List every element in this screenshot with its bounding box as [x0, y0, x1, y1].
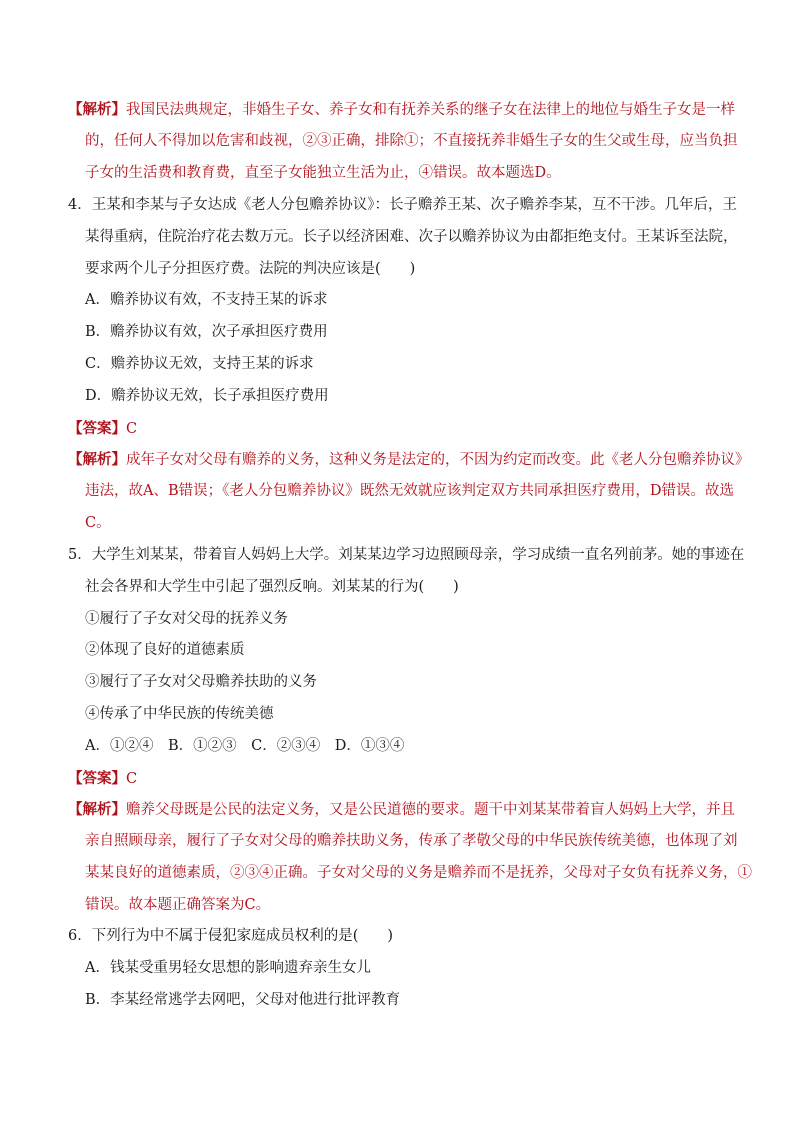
q5-statement-1: ①履行了子女对父母的抚养义务 [85, 610, 288, 627]
q5-analysis-line-2: 亲自照顾母亲，履行了子女对父母的赡养扶助义务，传承了孝敬父母的中华民族传统美德，也体现了刘 [85, 833, 738, 850]
q6-option-a: A．钱某受重男轻女思想的影响遗弃亲生女儿 [85, 959, 371, 976]
q4-stem-line-3: 要求两个儿子分担医疗费。法院的判决应该是( ) [85, 260, 416, 277]
question-4 [68, 190, 750, 540]
q5-analysis-line-1: 【解析】赡养父母既是公民的法定义务，又是公民道德的要求。题干中刘某某带着盲人妈妈上大学，并且 [68, 801, 735, 819]
q4-answer [68, 413, 728, 445]
q4-stem-line-1: 4．王某和李某与子女达成《老人分包赡养协议》：长子赡养王某、次子赡养李某，互不干涉。几年后，王 [68, 197, 737, 213]
q4-option-b: B．赡养协议有效，次子承担医疗费用 [85, 324, 328, 341]
q3-analysis [68, 94, 738, 189]
q5-stem-line-2: 社会各界和大学生中引起了强烈反响。刘某某的行为( ) [85, 578, 459, 595]
q3-analysis-line-3: 子女的生活费和教育费，直至子女能独立生活为止，④错误。故本题选D。 [85, 164, 561, 181]
q5-answer [68, 763, 728, 795]
q4-analysis-line-1: 【解析】成年子女对父母有赡养的义务，这种义务是法定的，不因为约定而改变。此《老人分包赡养协议》 [68, 451, 750, 469]
answer-tag: 【答案】 [68, 769, 126, 787]
q4-analysis-line-2: 违法，故A、B错误；《老人分包赡养协议》既然无效就应该判定双方共同承担医疗费用，D错误。故选 [85, 483, 734, 500]
q6-option-b: B．李某经常逃学去网吧，父母对他进行批评教育 [85, 991, 401, 1008]
q5-analysis-line-4: 错误。故本题正确答案为C。 [85, 896, 271, 913]
q4-stem-line-2: 某得重病，住院治疗花去数万元。长子以经济困难、次子以赡养协议为由都拒绝支付。王某诉至法院， [85, 228, 738, 245]
question-6 [68, 921, 728, 1016]
q4-option-c: C．赡养协议无效，支持王某的诉求 [85, 355, 314, 372]
q5-statement-4: ④传承了中华民族的传统美德 [85, 705, 274, 722]
q5-analysis-line-3: 某某良好的道德素质，②③④正确。子女对父母的义务是赡养而不是抚养，父母对子女负有抚养义务，① [85, 864, 752, 881]
analysis-tag: 【解析】 [68, 801, 126, 819]
question-5 [68, 540, 752, 922]
analysis-tag: 【解析】 [68, 101, 126, 118]
q5-statement-3: ③履行了子女对父母赡养扶助的义务 [85, 674, 317, 691]
q5-answer-value: C [126, 770, 138, 787]
q4-answer-value: C [126, 420, 138, 437]
q5-stem-line-1: 5．大学生刘某某，带着盲人妈妈上大学。刘某某边学习边照顾母亲，学习成绩一直名列前茅。她的事迹在 [68, 547, 745, 563]
q3-analysis-line-2: 的，任何人不得加以危害和歧视，②③正确，排除①；不直接抚养非婚生子女的生父或生母，应当负担 [85, 132, 738, 149]
q5-options: A．①②④ B．①②③ C．②③④ D．①③④ [85, 737, 405, 754]
q5-statement-2: ②体现了良好的道德素质 [85, 642, 245, 659]
analysis-tag: 【解析】 [68, 451, 126, 469]
q3-analysis-line-1: 【解析】我国民法典规定，非婚生子女、养子女和有抚养关系的继子女在法律上的地位与婚生子女是一样 [68, 101, 735, 118]
answer-tag: 【答案】 [68, 419, 126, 437]
q4-option-d: D．赡养协议无效，长子承担医疗费用 [85, 387, 329, 404]
q6-stem: 6．下列行为中不属于侵犯家庭成员权利的是( ) [68, 928, 394, 944]
q4-option-a: A．赡养协议有效，不支持王某的诉求 [85, 292, 328, 309]
q4-analysis-line-3: C。 [85, 514, 111, 531]
